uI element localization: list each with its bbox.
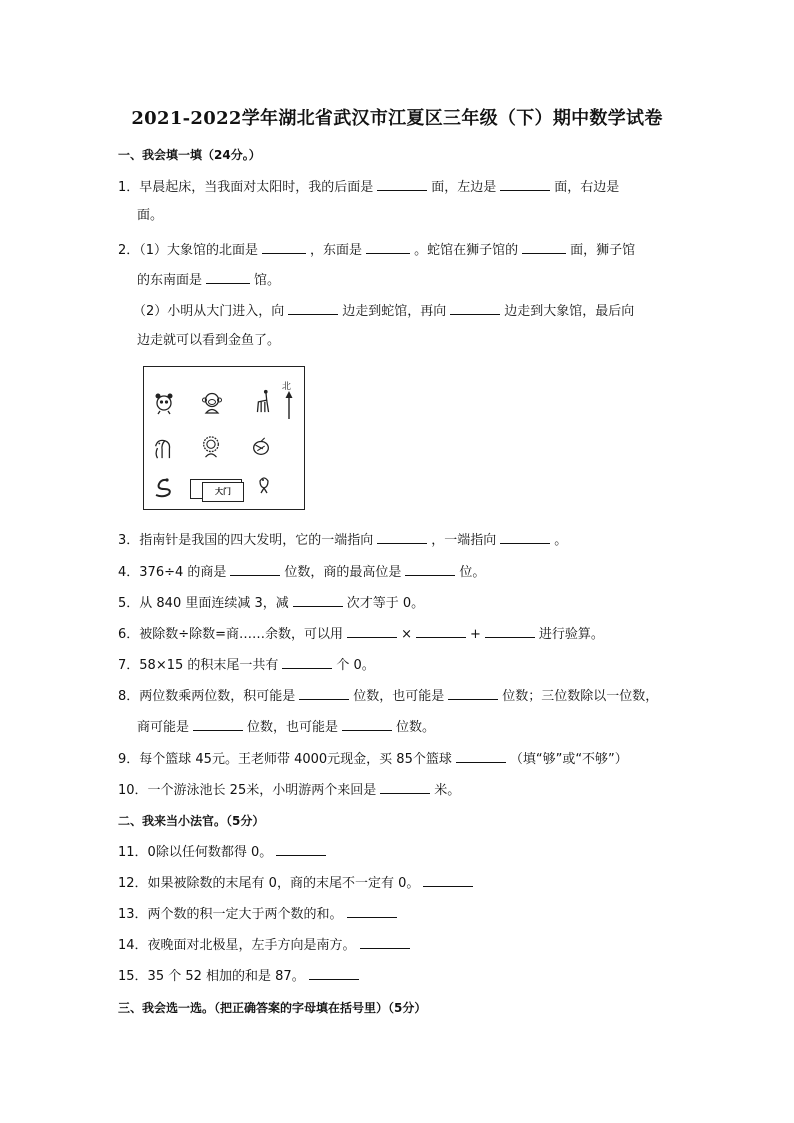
goldfish-icon <box>254 471 276 495</box>
question-15-text: 15．35 个 52 相加的和是 87。 <box>118 969 305 984</box>
answer-blank[interactable] <box>299 687 349 700</box>
answer-blank[interactable] <box>193 718 243 731</box>
question-6 <box>118 625 604 643</box>
question-8-text: 位数。 <box>396 720 436 735</box>
question-1-text: 1．早晨起床，当我面对太阳时，我的后面是 <box>118 180 374 195</box>
question-2-text: 的东南面是 <box>137 273 203 288</box>
section-1-heading: 一、我会填一填（24分。） <box>118 148 261 162</box>
question-14-text: 14．夜晚面对北极星，左手方向是南方。 <box>118 938 356 953</box>
giraffe-icon <box>252 389 274 413</box>
question-4-text: 位数，商的最高位是 <box>284 565 402 580</box>
answer-blank[interactable] <box>522 241 566 254</box>
question-8-text: 位数，也可能是 <box>247 720 339 735</box>
answer-blank[interactable] <box>347 625 397 638</box>
question-6-text: 进行验算。 <box>538 627 604 642</box>
question-8-line-1 <box>118 687 658 705</box>
panda-icon <box>153 391 175 415</box>
question-11-text: 11．0除以任何数都得 0。 <box>118 845 273 860</box>
answer-blank[interactable] <box>377 531 427 544</box>
main-gate: 大门 <box>202 482 244 502</box>
section-3-heading: 三、我会选一选。（把正确答案的字母填在括号里）（5分） <box>118 1001 427 1015</box>
question-2-text: 馆。 <box>254 273 281 288</box>
question-2-text: 面，狮子馆 <box>570 243 636 258</box>
answer-blank[interactable] <box>500 531 550 544</box>
question-2-text: 边走就可以看到金鱼了。 <box>137 333 281 348</box>
question-8-text: 8．两位数乘两位数，积可能是 <box>118 689 296 704</box>
question-4 <box>118 563 485 581</box>
answer-blank[interactable] <box>288 302 338 315</box>
elephant-icon <box>152 437 174 461</box>
answer-blank[interactable] <box>360 936 410 949</box>
question-6-text: + <box>469 627 481 642</box>
question-2-line-1 <box>118 241 635 259</box>
question-6-text: 6．被除数÷除数=商……余数，可以用 <box>118 627 344 642</box>
answer-blank[interactable] <box>293 594 343 607</box>
answer-blank[interactable] <box>416 625 466 638</box>
question-13 <box>118 905 401 923</box>
snake-icon <box>152 475 174 499</box>
bird-icon <box>250 435 272 459</box>
zoo-map <box>143 366 305 510</box>
question-10 <box>118 781 460 799</box>
answer-blank[interactable] <box>309 967 359 980</box>
question-2-text: 边走到大象馆，最后向 <box>504 304 635 319</box>
question-2-text: 2．（1）大象馆的北面是 <box>118 243 259 258</box>
answer-blank[interactable] <box>380 781 430 794</box>
question-3-text: 。 <box>554 533 568 548</box>
answer-blank[interactable] <box>342 718 392 731</box>
page-title: 2021-2022学年湖北省武汉市江夏区三年级（下）期中数学试卷 <box>131 108 663 129</box>
question-2-line-2 <box>137 271 280 289</box>
question-8-text: 位数，也可能是 <box>353 689 445 704</box>
question-1-line-1 <box>118 178 619 196</box>
section-2-heading: 二、我来当小法官。（5分） <box>118 814 265 828</box>
answer-blank[interactable] <box>485 625 535 638</box>
question-1-text: 面，左边是 <box>431 180 497 195</box>
question-2-line-4 <box>137 333 280 349</box>
answer-blank[interactable] <box>262 241 306 254</box>
question-5-text: 次才等于 0。 <box>346 596 425 611</box>
question-3 <box>118 531 567 549</box>
question-8-line-2 <box>137 718 435 736</box>
answer-blank[interactable] <box>405 563 455 576</box>
question-8-text: 位数；三位数除以一位数， <box>502 689 659 704</box>
question-11 <box>118 843 330 861</box>
question-4-text: 4．376÷4 的商是 <box>118 565 227 580</box>
question-3-text: ，一端指向 <box>431 533 497 548</box>
question-13-text: 13．两个数的积一定大于两个数的和。 <box>118 907 343 922</box>
north-label: 北 <box>282 382 292 392</box>
question-7-text: 个 0。 <box>336 658 375 673</box>
question-10-text: 10．一个游泳池长 25米，小明游两个来回是 <box>118 783 377 798</box>
question-12 <box>118 874 477 892</box>
answer-blank[interactable] <box>423 874 473 887</box>
question-3-text: 3．指南针是我国的四大发明，它的一端指向 <box>118 533 374 548</box>
question-8-text: 商可能是 <box>137 720 190 735</box>
question-4-text: 位。 <box>459 565 486 580</box>
answer-blank[interactable] <box>282 656 332 669</box>
question-14 <box>118 936 414 954</box>
answer-blank[interactable] <box>448 687 498 700</box>
question-7 <box>118 656 375 674</box>
question-6-text: × <box>401 627 412 642</box>
answer-blank[interactable] <box>230 563 280 576</box>
answer-blank[interactable] <box>450 302 500 315</box>
question-2-text: 。蛇馆在狮子馆的 <box>414 243 519 258</box>
question-15 <box>118 967 363 985</box>
question-5 <box>118 594 424 612</box>
answer-blank[interactable] <box>366 241 410 254</box>
question-5-text: 5．从 840 里面连续减 3，减 <box>118 596 289 611</box>
question-2-line-3 <box>133 302 634 320</box>
question-9-text: 9．每个篮球 45元。王老师带 4000元现金，买 85个篮球 <box>118 752 452 767</box>
answer-blank[interactable] <box>347 905 397 918</box>
answer-blank[interactable] <box>500 178 550 191</box>
answer-blank[interactable] <box>456 750 506 763</box>
north-indicator <box>282 379 296 419</box>
answer-blank[interactable] <box>377 178 427 191</box>
question-9 <box>118 750 628 768</box>
north-arrow-icon <box>284 390 294 420</box>
monkey-icon <box>201 391 223 415</box>
question-10-text: 米。 <box>434 783 461 798</box>
question-2-text: ，东面是 <box>310 243 363 258</box>
question-2-text: 边走到蛇馆，再向 <box>342 304 447 319</box>
question-1-text: 面。 <box>137 208 164 223</box>
question-2-text: （2）小明从大门进入，向 <box>133 304 285 319</box>
question-1-line-2 <box>137 208 163 224</box>
question-12-text: 12．如果被除数的末尾有 0，商的末尾不一定有 0。 <box>118 876 420 891</box>
answer-blank[interactable] <box>206 271 250 284</box>
question-7-text: 7．58×15 的积末尾一共有 <box>118 658 279 673</box>
lion-icon <box>200 435 222 459</box>
question-1-text: 面，右边是 <box>554 180 620 195</box>
question-9-text: （填“够”或“不够”） <box>509 752 628 767</box>
answer-blank[interactable] <box>276 843 326 856</box>
